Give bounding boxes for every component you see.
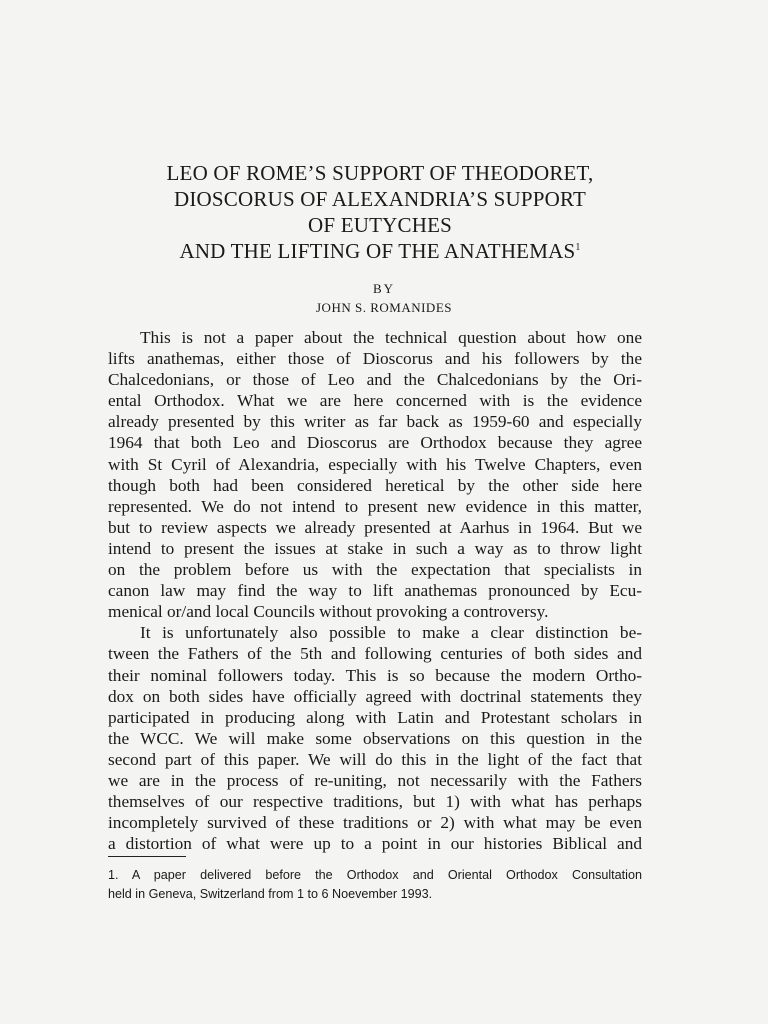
title-line <box>110 238 650 264</box>
author-name: JOHN S. ROMANIDES <box>316 300 452 315</box>
text-line: a distortion of what were up to a point in our histories Biblical and <box>108 834 642 854</box>
text-line: already presented by this writer as far back as 1959-60 and especially <box>108 412 642 432</box>
text-line: represented. We do not intend to present new evidence in this matter, <box>108 496 642 516</box>
article-body <box>108 327 642 854</box>
text-line: we are in the process of re-uniting, not necessarily with the Fathers <box>108 770 642 790</box>
footnote-divider <box>108 856 186 857</box>
footnote <box>108 866 642 904</box>
byline-by: BY <box>372 281 396 296</box>
title-line: LEO OF ROME’S SUPPORT OF THEODORET, <box>166 161 594 185</box>
text-line: incompletely survived of these traditions or 2) with what may be even <box>108 813 642 833</box>
text-line: Chalcedonians, or those of Leo and the Chalcedonians by the Ori- <box>108 370 642 390</box>
text-line: lifts anathemas, either those of Dioscorus and his followers by the <box>108 349 642 369</box>
text-line: menical or/and local Councils without provoking a controversy. <box>108 602 549 622</box>
text-line: This is not a paper about the technical question about how one <box>140 328 642 347</box>
paragraph-1 <box>108 327 642 622</box>
text-line: though both had been considered heretical by the other side here <box>108 475 642 495</box>
text-line: ental Orthodox. What we are here concerned with is the evidence <box>108 391 642 411</box>
text-line: with St Cyril of Alexandria, especially with his Twelve Chapters, even <box>108 454 642 474</box>
footnote-line: 1. A paper delivered before the Orthodox and Oriental Orthodox Consultation <box>108 868 642 882</box>
text-line: It is unfortunately also possible to make a clear distinction be- <box>140 623 642 643</box>
text-line: the WCC. We will make some observations on this question in the <box>108 728 642 748</box>
byline <box>0 279 768 317</box>
paragraph-2 <box>108 622 642 854</box>
title-line-text: AND THE LIFTING OF THE ANATHEMAS <box>179 239 576 263</box>
text-line: tween the Fathers of the 5th and following centuries of both sides and <box>108 644 642 664</box>
footnote-line: held in Geneva, Switzerland from 1 to 6 Noevember 1993. <box>108 887 433 901</box>
text-line: themselves of our respective traditions, but 1) with what has perhaps <box>108 792 642 812</box>
title-footnote-marker: 1 <box>575 242 581 253</box>
text-line: but to review aspects we already presented at Aarhus in 1964. But we <box>108 517 642 537</box>
title-line: DIOSCORUS OF ALEXANDRIA’S SUPPORT <box>174 187 586 211</box>
text-line: canon law may find the way to lift anathemas pronounced by Ecu- <box>108 581 642 601</box>
text-line: 1964 that both Leo and Dioscorus are Orthodox because they agree <box>108 433 642 453</box>
text-line: intend to present the issues at stake in such a way as to throw light <box>108 538 642 558</box>
text-line: participated in producing along with Latin and Protestant scholars in <box>108 707 642 727</box>
article-title <box>110 160 650 264</box>
text-line: on the problem before us with the expectation that specialists in <box>108 560 642 580</box>
text-line: their nominal followers today. This is so because the modern Ortho- <box>108 665 642 685</box>
text-line: dox on both sides have officially agreed with doctrinal statements they <box>108 686 642 706</box>
text-line: second part of this paper. We will do this in the light of the fact that <box>108 749 642 769</box>
title-line: OF EUTYCHES <box>308 213 452 237</box>
